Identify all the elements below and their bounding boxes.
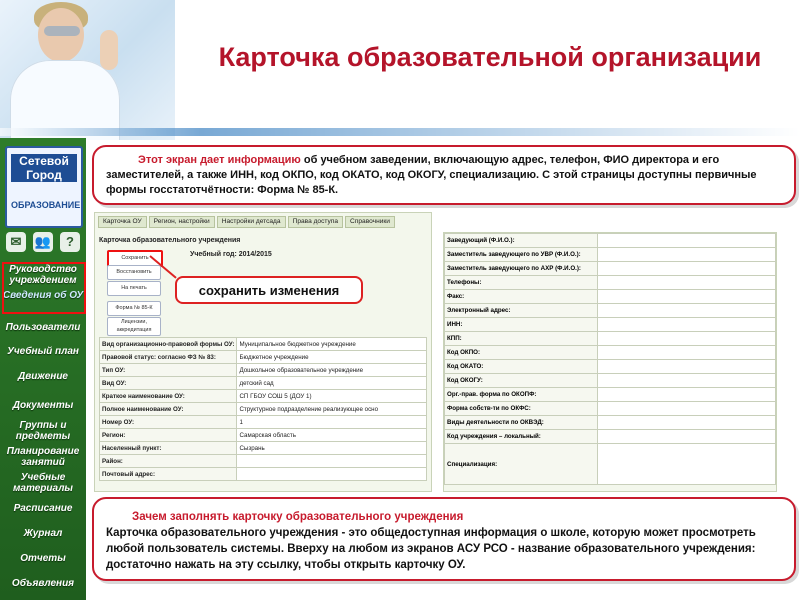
field-value[interactable] <box>598 346 776 360</box>
envelope-icon[interactable]: ✉ <box>6 232 26 252</box>
table-row <box>445 402 776 416</box>
table-row <box>445 276 776 290</box>
sidebar-item-planning[interactable]: Планирование занятий <box>6 446 80 468</box>
save-callout: сохранить изменения <box>175 276 363 304</box>
table-row <box>100 377 427 390</box>
field-value[interactable]: детский сад <box>237 377 427 390</box>
hero-image <box>0 0 175 140</box>
scientist-glasses <box>44 26 80 36</box>
sidebar-item-schedule[interactable]: Расписание <box>13 503 73 514</box>
field-label: Заместитель заведующего по УВР (Ф.И.О.): <box>445 248 598 262</box>
field-label: Форма собств-ти по ОКФС: <box>445 402 598 416</box>
table-row <box>100 364 427 377</box>
help-icon[interactable]: ? <box>60 232 80 252</box>
field-label: Заведующий (Ф.И.О.): <box>445 234 598 248</box>
table-row <box>445 290 776 304</box>
save-button[interactable]: Сохранить <box>107 250 163 267</box>
table-row <box>100 338 427 351</box>
page-title: Карточка образовательной организации <box>218 42 762 72</box>
field-value[interactable]: Дошкольное образовательное учреждение <box>237 364 427 377</box>
field-value[interactable] <box>598 276 776 290</box>
tab-access[interactable]: Права доступа <box>288 216 343 228</box>
card-contacts-table <box>444 233 776 485</box>
active-item-highlight <box>2 262 86 314</box>
field-value[interactable] <box>598 416 776 430</box>
table-row <box>445 332 776 346</box>
card-fields-table <box>99 337 427 481</box>
sidebar-icon-row <box>6 232 80 254</box>
table-row <box>100 403 427 416</box>
why-box <box>92 497 796 581</box>
card-title: Карточка образовательного учреждения <box>99 237 241 244</box>
print-button[interactable]: На печать <box>107 281 161 296</box>
sidebar-item-management[interactable]: Руководство учреждением <box>9 264 77 286</box>
field-label: Факс: <box>445 290 598 304</box>
logo-text-line3: ОБРАЗОВАНИЕ <box>11 200 81 210</box>
restore-button[interactable]: Восстановить <box>107 265 161 280</box>
table-row <box>100 416 427 429</box>
field-value[interactable] <box>598 332 776 346</box>
field-value[interactable] <box>598 248 776 262</box>
field-value[interactable] <box>598 318 776 332</box>
field-label: Код учреждения – локальный: <box>445 430 598 444</box>
why-text: Карточка образовательного учреждения - это общедоступная информация о школе, которую может просмотреть любой пользователь системы. Вверху на любом из экранов АСУ РСО - название образовательного учреждения: достаточно нажать на эту ссылку, чтобы открыть карточку ОУ. <box>106 527 756 571</box>
sidebar-item-movement[interactable]: Движение <box>17 371 68 382</box>
scientist-hand <box>100 30 118 70</box>
field-label: Код ОКОГУ: <box>445 374 598 388</box>
table-row <box>445 304 776 318</box>
sidebar-item-users[interactable]: Пользователи <box>5 322 81 333</box>
users-icon[interactable]: 👥 <box>33 232 53 252</box>
tab-card[interactable]: Карточка ОУ <box>98 216 147 228</box>
licenses-button[interactable]: Лицензии, аккредитация <box>107 317 161 336</box>
field-label: Тип ОУ: <box>100 364 237 377</box>
sidebar-item-documents[interactable]: Документы <box>12 400 74 411</box>
sidebar-item-school-info[interactable]: Сведения об ОУ <box>2 290 84 301</box>
field-label: Полное наименование ОУ: <box>100 403 237 416</box>
field-label: Район: <box>100 455 237 468</box>
field-label: Почтовый адрес: <box>100 468 237 481</box>
tab-kindergarten[interactable]: Настройки детсада <box>217 216 286 228</box>
field-value[interactable]: Самарская область <box>237 429 427 442</box>
sidebar-item-journal[interactable]: Журнал <box>23 528 63 539</box>
table-row <box>445 248 776 262</box>
table-row <box>445 360 776 374</box>
specialization-textarea[interactable] <box>598 444 776 485</box>
table-row <box>445 318 776 332</box>
field-label: Регион: <box>100 429 237 442</box>
sidebar-item-announcements[interactable]: Объявления <box>11 578 75 589</box>
field-label: Населенный пункт: <box>100 442 237 455</box>
table-row <box>445 388 776 402</box>
form-85k-button[interactable]: Форма № 85-К <box>107 301 161 316</box>
field-value[interactable] <box>598 388 776 402</box>
field-label: Электронный адрес: <box>445 304 598 318</box>
table-row <box>445 430 776 444</box>
table-row <box>445 374 776 388</box>
field-label: Краткое наименование ОУ: <box>100 390 237 403</box>
field-value[interactable]: Бюджетное учреждение <box>237 351 427 364</box>
tab-bar <box>95 213 431 228</box>
field-label: Орг.-прав. форма по ОКОПФ: <box>445 388 598 402</box>
why-heading: Зачем заполнять карточку образовательного учреждения <box>132 511 464 523</box>
title-divider <box>0 128 800 136</box>
field-value[interactable] <box>598 304 776 318</box>
table-row <box>445 444 776 485</box>
field-value[interactable]: Сызрань <box>237 442 427 455</box>
logo-text-line1: Сетевой Город <box>11 154 77 182</box>
field-label: Номер ОУ: <box>100 416 237 429</box>
table-row <box>100 390 427 403</box>
field-label: Вид организационно-правовой формы ОУ: <box>100 338 237 351</box>
table-row <box>100 468 427 481</box>
field-value[interactable] <box>598 360 776 374</box>
table-row <box>445 262 776 276</box>
field-value[interactable] <box>598 234 776 248</box>
field-value[interactable]: Структурное подразделение реализующее осно <box>237 403 427 416</box>
field-label: Вид ОУ: <box>100 377 237 390</box>
tab-region[interactable]: Регион, настройки <box>149 216 215 228</box>
field-value[interactable] <box>598 262 776 276</box>
table-row <box>100 455 427 468</box>
field-label: Специализация: <box>445 444 598 485</box>
field-label: Правовой статус: согласно ФЗ № 83: <box>100 351 237 364</box>
tab-references[interactable]: Справочники <box>345 216 395 228</box>
field-value[interactable]: Муниципальное бюджетное учреждение <box>237 338 427 351</box>
table-row <box>100 351 427 364</box>
field-value[interactable]: 1 <box>237 416 427 429</box>
sidebar-item-reports[interactable]: Отчеты <box>20 553 66 564</box>
sidebar-item-groups[interactable]: Группы и предметы <box>15 420 71 442</box>
field-label: Телефоны: <box>445 276 598 290</box>
field-value[interactable] <box>598 374 776 388</box>
info-text: об учебном заведении, включающую адрес, телефон, ФИО директора и его заместителей, а также ИНН, код ОКПО, код ОКАТО, код ОКОГУ, специализацию. С этой страницы доступны первичные формы госстатотчётности: Форма № 85-К. <box>106 154 757 196</box>
sidebar-item-curriculum[interactable]: Учебный план <box>7 346 79 357</box>
card-screenshot-left <box>94 212 432 492</box>
field-label: Код ОКПО: <box>445 346 598 360</box>
table-row <box>100 429 427 442</box>
field-label: Виды деятельности по ОКВЭД: <box>445 416 598 430</box>
field-value[interactable] <box>598 402 776 416</box>
school-year: Учебный год: 2014/2015 <box>190 251 272 258</box>
info-highlight: Этот экран дает информацию <box>138 154 301 166</box>
field-label: Заместитель заведующего по АХР (Ф.И.О.): <box>445 262 598 276</box>
table-row <box>445 346 776 360</box>
field-label: КПП: <box>445 332 598 346</box>
field-value[interactable]: СП ГБОУ СОШ 5 (ДОУ 1) <box>237 390 427 403</box>
table-row <box>445 234 776 248</box>
field-value[interactable] <box>598 290 776 304</box>
field-label: Код ОКАТО: <box>445 360 598 374</box>
table-row <box>100 442 427 455</box>
info-box <box>92 145 796 205</box>
table-row <box>445 416 776 430</box>
field-label: ИНН: <box>445 318 598 332</box>
sidebar-item-materials[interactable]: Учебные материалы <box>13 472 73 494</box>
app-logo[interactable] <box>5 146 83 228</box>
field-value[interactable] <box>237 468 427 481</box>
field-value[interactable] <box>237 455 427 468</box>
field-value[interactable] <box>598 430 776 444</box>
card-screenshot-right <box>443 232 777 492</box>
